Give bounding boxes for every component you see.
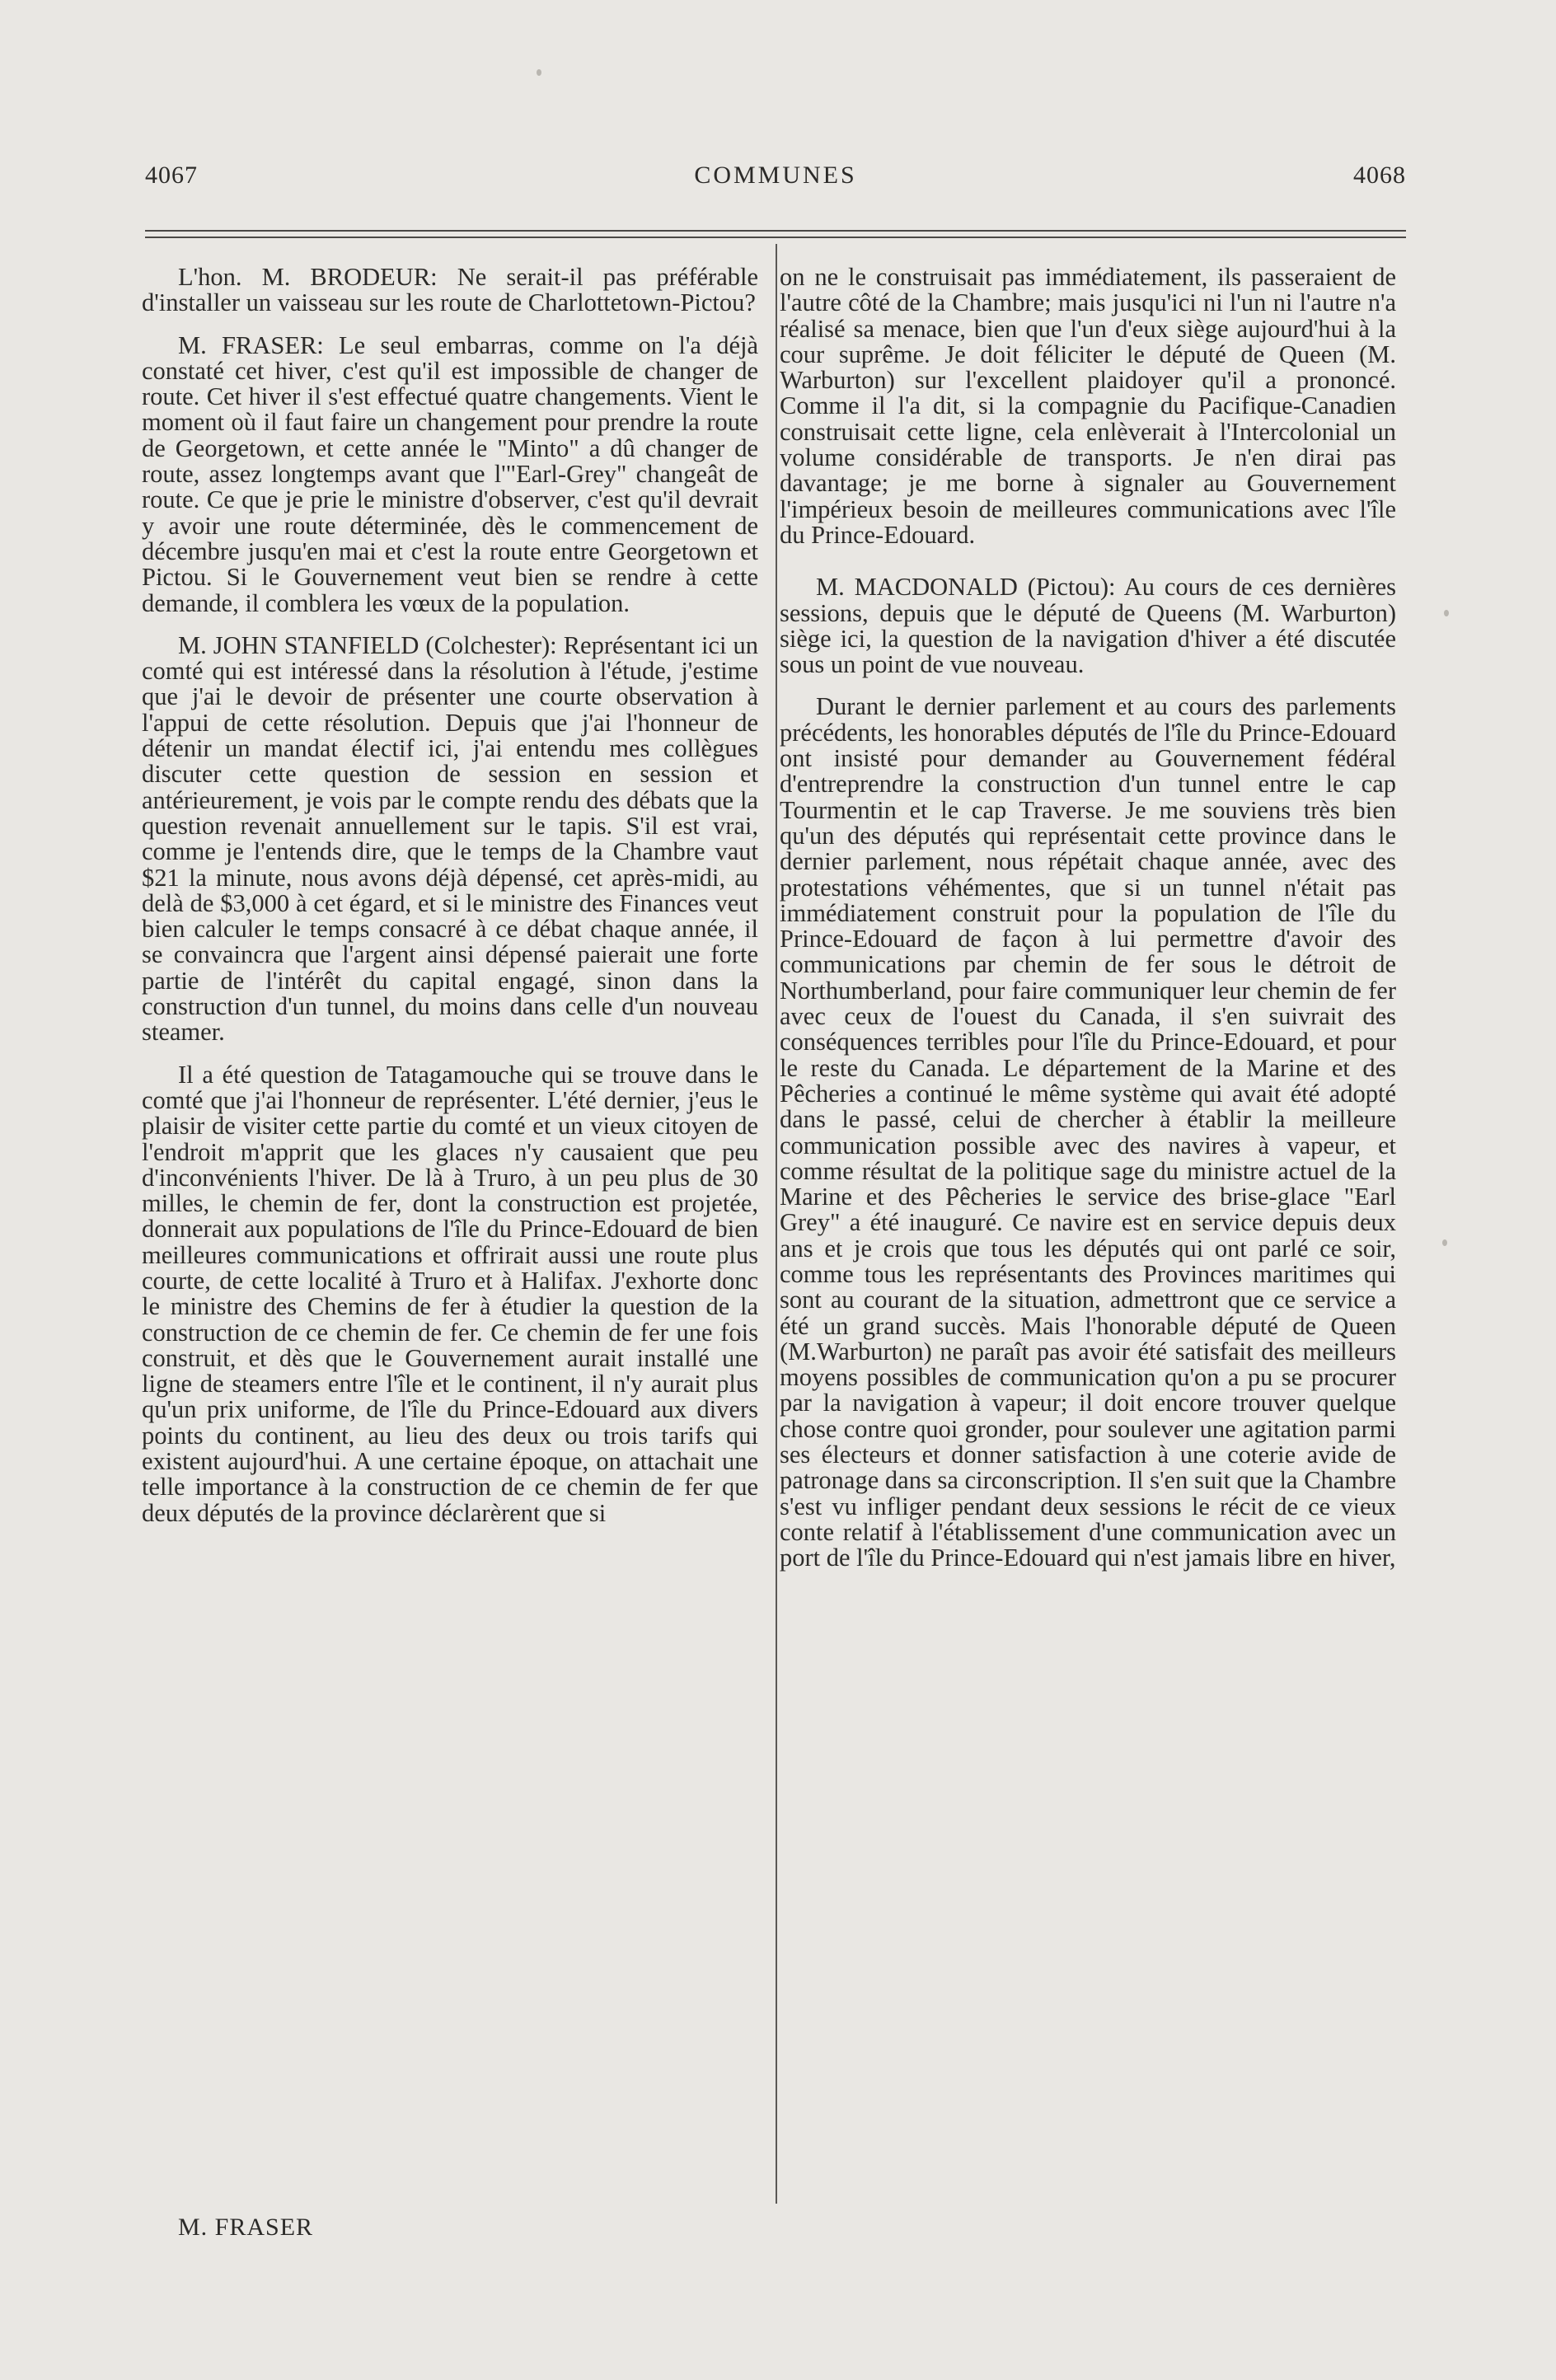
paragraph-stanfield: M. JOHN STANFIELD (Colchester): Représentant ici un comté qui est intéressé dans la résolution à l'étude, j'estime que j'ai le devoir de présenter une courte observation à l'appui de cette résolution. Depuis que j'ai l'honneur de détenir un mandat électif ici, j'ai entendu mes collègues discuter cette question de session en session et antérieurement, je vois par le compte rendu des débats que la question revenait annuellement sur le tapis. S'il est vrai, comme je l'entends dire, que le temps de la Chambre vaut $21 la minute, nous avons déjà dépensé, cet après-midi, au delà de $3,000 à cet égard, et si le ministre des Finances veut bien calculer le temps consacré à ce débat chaque année, il se convaincra que l'argent ainsi dépensé paierait une forte partie de l'intérêt du capital engagé, sinon dans la construction d'un tunnel, du moins dans celle d'un nouveau steamer.: [142, 630, 758, 1047]
scan-speck: [537, 69, 541, 76]
page-number-right: 4068: [1353, 162, 1406, 189]
scan-speck: [1444, 610, 1449, 616]
paragraph-tunnel: Durant le dernier parlement et au cours des parlements précédents, les honorables députés de l'île du Prince-Edouard ont insisté pour demander au Gouvernement fédéral d'entreprendre la construction d'un tunnel entre le cap Tourmentin et le cap Traverse. Je me souviens très bien qu'un des députés qui représentait cette province dans le dernier parlement, nous répétait chaque année, avec des protestations véhémentes, que si un tunnel n'était pas immédiatement construit pour la population de l'île du Prince-Edouard de façon à lui permettre d'avoir des communications par chemin de fer sous le détroit de Northumberland, pour faire communiquer leur chemin de fer avec ceux de l'ouest du Canada, il s'en suivrait des conséquences terribles pour l'île du Prince-Edouard, et pour le reste du Canada. Le département de la Marine et des Pêcheries a continué le même système qui avait été adopté dans le passé, celui de chercher à établir la meilleure communication possible avec des navires à vapeur, et comme résultat de la politique sage du ministre actuel de la Marine et des Pêcheries le service des brise-glace "Earl Grey" a été inauguré. Ce navire est en service depuis deux ans et je crois que tous les députés qui ont parlé ce soir, comme tous les représentants des Provinces maritimes qui sont au courant de la situation, admettront que ce service a été un grand succès. Mais l'honorable député de Queen (M.Warburton) ne paraît pas avoir été satisfait des meilleurs moyens possibles de communication qu'on a pu se procurer par la navigation à vapeur; il doit encore trouver quelque chose contre quoi gronder, pour soulever une agitation parmi ses électeurs et donner satisfaction à une coterie avide de patronage dans sa circonscription. Il s'en suit que la Chambre s'est vu infliger pendant deux sessions le récit de ce vieux conte relatif à l'établissement d'une communication avec un port de l'île du Prince-Edouard qui n'est jamais libre en hiver,: [780, 692, 1396, 1572]
header-rule-bottom: [145, 237, 1406, 238]
speaker-signature: M. FRASER: [178, 2214, 314, 2241]
page-title: COMMUNES: [694, 162, 857, 189]
paragraph-continuation: on ne le construisait pas immédiatement, ils passeraient de l'autre côté de la Chambre; mais jusqu'ici ni l'un ni l'autre n'a réalisé sa menace, bien que l'un d'eux siège aujourd'hui à la cour suprême. Je doit féliciter le député de Queen (M. Warburton) sur l'excellent plaidoyer qu'il a prononcé. Comme il l'a dit, si la compagnie du Pacifique-Canadien construisait cette ligne, cela enlèverait à l'Intercolonial un volume considérable de transports. Je n'en dirai pas davantage; je me borne à signaler au Gouvernement l'impérieux besoin de meilleures communications avec l'île du Prince-Edouard.: [780, 263, 1396, 549]
page-number-left: 4067: [145, 162, 198, 189]
scan-speck: [1442, 1239, 1447, 1246]
header-rule-top: [145, 230, 1406, 232]
column-divider: [776, 244, 777, 2204]
paragraph-tatagamouche: Il a été question de Tatagamouche qui se trouve dans le comté que j'ai l'honneur de représenter. L'été dernier, j'eus le plaisir de visiter cette partie du comté et un vieux citoyen de l'endroit m'apprit que les glaces n'y causaient que peu d'inconvénients l'hiver. De là à Truro, à un peu plus de 30 milles, le chemin de fer, dont la construction est projetée, donnerait aux populations de l'île du Prince-Edouard de bien meilleures communications et offrirait aussi une route plus courte, de cette localité à Truro et à Halifax. J'exhorte donc le ministre des Chemins de fer à étudier la question de la construction de ce chemin de fer. Ce chemin de fer une fois construit, et dès que le Gouvernement aurait installé une ligne de steamers entre l'île et le continent, il n'y aurait plus qu'un prix uniforme, de l'île du Prince-Edouard aux divers points du continent, au lieu des deux ou trois tarifs qui existent aujourd'hui. A une certaine époque, on attachait une telle importance à la construction de ce chemin de fer que deux députés de la province déclarèrent que si: [142, 1060, 758, 1527]
paragraph-fraser: M. FRASER: Le seul embarras, comme on l'a déjà constaté cet hiver, c'est qu'il est impossible de changer de route. Cet hiver il s'est effectué quatre changements. Vient le moment où il faut faire un changement pour prendre la route de Georgetown, et cette année le "Minto" a dû changer de route, assez longtemps avant que l'"Earl-Grey" changeât de route. Ce que je prie le ministre d'observer, c'est qu'il devrait y avoir une route déterminée, dès le commencement de décembre jusqu'en mai et c'est la route entre Georgetown et Pictou. Si le Gouvernement veut bien se rendre à cette demande, il comblera les vœux de la population.: [142, 330, 758, 617]
page-header: [145, 162, 1406, 194]
paragraph-macdonald: M. MACDONALD (Pictou): Au cours de ces dernières sessions, depuis que le député de Queens (M. Warburton) siège ici, la question de la navigation d'hiver a été discutée sous un point de vue nouveau.: [780, 573, 1396, 679]
right-column: [780, 265, 1396, 1588]
paragraph-brodeur: L'hon. M. BRODEUR: Ne serait-il pas préférable d'installer un vaisseau sur les route de Charlottetown-Pictou?: [142, 263, 758, 317]
left-column: [142, 265, 758, 1543]
